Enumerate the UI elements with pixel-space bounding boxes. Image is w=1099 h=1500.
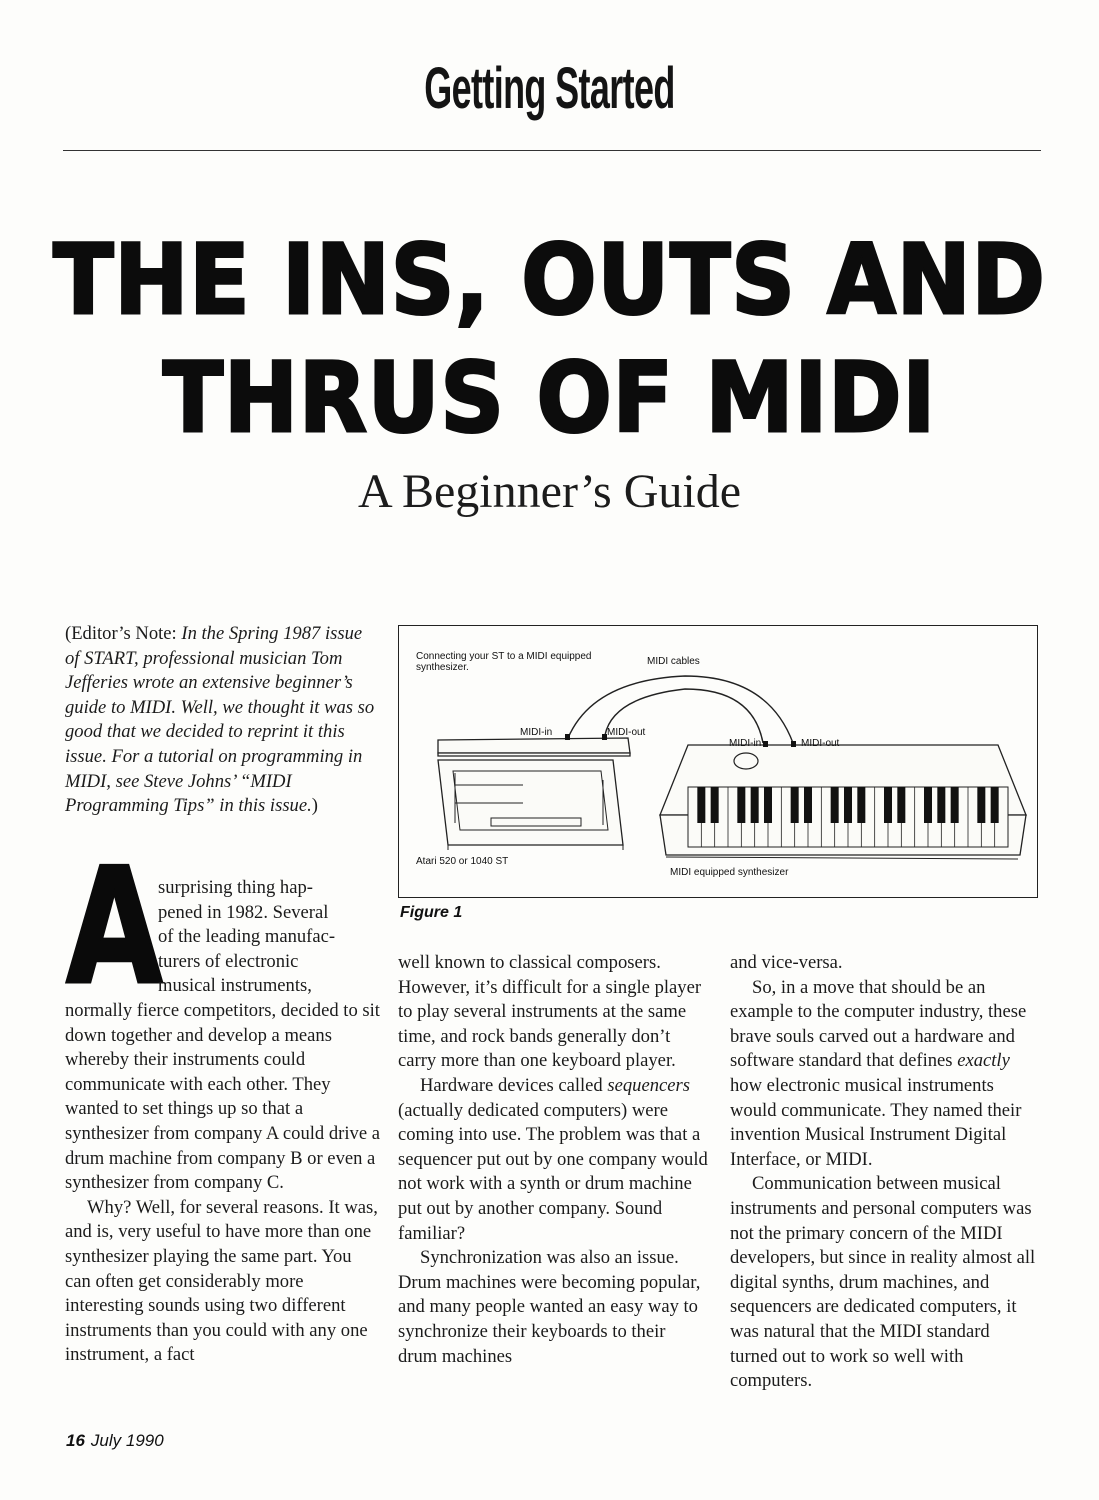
page-number: 16 xyxy=(66,1431,85,1450)
intro-line: pened in 1982. Several xyxy=(158,901,329,923)
article-title-line-2: THRUS OF MIDI xyxy=(162,342,937,454)
italic-term: sequencers xyxy=(607,1074,691,1096)
paragraph: well known to classical composers. However, it’s difficult for a single player to play several instruments at the same time, and rock bands generally don’t carry more than one keyboard player. xyxy=(398,952,702,1072)
synth-label: MIDI equipped synthesizer xyxy=(670,867,789,878)
midi-connection-diagram xyxy=(398,625,1038,898)
text-run: (actually dedicated computers) were coming into use. The problem was that a sequencer put out by one company would not work with a synth or drum machine put out by another company. Sound familiar? xyxy=(398,1099,708,1244)
atari-computer-icon xyxy=(438,734,630,850)
issue-date: July 1990 xyxy=(90,1431,164,1450)
synthesizer-icon xyxy=(660,741,1026,859)
midi-cable-1 xyxy=(568,676,793,743)
synth-midi-out-label: MIDI-out xyxy=(801,738,840,749)
page-footer xyxy=(66,1431,164,1451)
column-3-body xyxy=(730,951,1040,1394)
paragraph: normally fierce competitors, decided to sit down together and develop a means whereby their instruments could communicate with each other. They wanted to set things up so that a synthesizer from company A could drive a drum machine from company B or even a synthesizer from company C. xyxy=(65,1000,380,1194)
black-key xyxy=(737,787,745,823)
header-rule xyxy=(63,150,1041,151)
black-key xyxy=(764,787,772,823)
column-2-body xyxy=(398,951,708,1369)
figure-caption-line-1: Connecting your ST to a MIDI equipped xyxy=(416,651,592,662)
black-key xyxy=(831,787,839,823)
editor-note xyxy=(65,622,375,819)
text-run: how electronic musical instruments would communicate. They named their invention Musical Instrument Digital Interface, or MIDI. xyxy=(730,1074,1022,1170)
synth-midi-in-label: MIDI-in xyxy=(729,738,762,749)
computer-midi-in-label: MIDI-in xyxy=(520,727,553,738)
black-key xyxy=(697,787,705,823)
black-key xyxy=(937,787,945,823)
editor-note-text: In the Spring 1987 issue of START, professional musician Tom Jefferies wrote an extensive beginner’s guide to MIDI. Well, we thought it was so good that we decided to reprint it this issue. For a tutorial on programming in MIDI, see Steve Johns’ “MIDI Programming Tips” in this issue. xyxy=(65,623,375,817)
drop-cap: A xyxy=(66,833,163,1020)
keyboard-keys xyxy=(688,787,1008,847)
black-key xyxy=(791,787,799,823)
black-key xyxy=(711,787,719,823)
computer-label: Atari 520 or 1040 ST xyxy=(416,856,509,867)
paragraph: Why? Well, for several reasons. It was, and is, very useful to have more than one synthesizer playing the same part. You can often get considerably more interesting sounds using two different instruments than you could with any one instrument, a fact xyxy=(65,1196,378,1366)
black-key xyxy=(804,787,812,823)
italic-term: exactly xyxy=(957,1050,1010,1072)
black-key xyxy=(751,787,759,823)
black-key xyxy=(884,787,892,823)
computer-midi-out-label: MIDI-out xyxy=(607,727,646,738)
article-subtitle: A Beginner’s Guide xyxy=(357,465,742,518)
paragraph: Synchronization was also an issue. Drum machines were becoming popular, and many people wanted an easy way to synchronize their keyboards to their drum machines xyxy=(398,1247,701,1367)
figure-label: Figure 1 xyxy=(400,904,463,921)
midi-cables-label: MIDI cables xyxy=(647,656,700,667)
intro-line: musical instruments, xyxy=(158,975,312,997)
paragraph: and vice-versa. xyxy=(730,952,843,973)
paragraph: Communication between musical instruments and personal computers was not the primary concern of the MIDI developers, but since in reality almost all digital synths, drum machines, and sequencers are dedicated computers, it was natural that the MIDI standard turned out to work so well with computers. xyxy=(730,1173,1036,1392)
intro-line: turers of electronic xyxy=(158,950,299,972)
text-run: Hardware devices called xyxy=(420,1074,608,1096)
black-key xyxy=(991,787,999,823)
black-key xyxy=(924,787,932,823)
article-title-line-1: THE INS, OUTS AND xyxy=(53,224,1046,336)
editor-note-lead: (Editor’s Note: xyxy=(65,623,182,644)
black-key xyxy=(951,787,959,823)
intro-line: surprising thing hap- xyxy=(158,877,313,898)
black-key xyxy=(977,787,985,823)
editor-note-close: ) xyxy=(311,795,318,817)
intro-line: of the leading manufac- xyxy=(158,926,336,948)
paragraph xyxy=(398,1074,708,1246)
paragraph xyxy=(730,976,1040,1173)
black-key xyxy=(857,787,865,823)
figure-caption-line-2: synthesizer. xyxy=(416,662,469,673)
text-run: So, in a move that should be an example to the computer industry, these brave souls carved out a hardware and software standard that defines xyxy=(730,976,1027,1072)
black-key xyxy=(844,787,852,823)
intro-lines xyxy=(158,876,378,999)
section-header: Getting Started xyxy=(424,56,675,121)
black-key xyxy=(897,787,905,823)
column-1-body xyxy=(65,999,380,1368)
